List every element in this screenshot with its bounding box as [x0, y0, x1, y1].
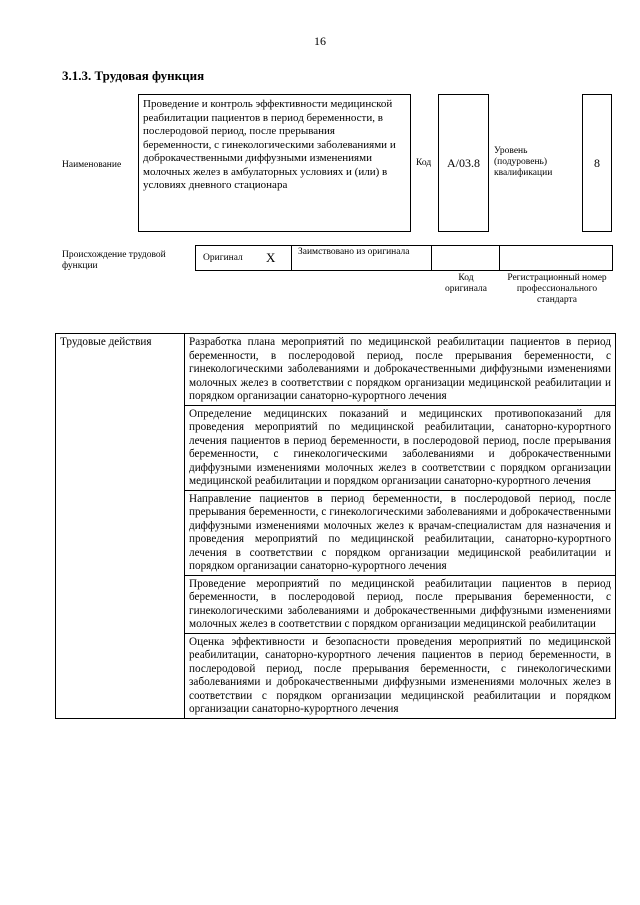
original-mark: X	[266, 250, 276, 265]
actions-label: Трудовые действия	[56, 334, 185, 719]
level-value-box: 8	[582, 94, 612, 232]
original-label: Оригинал	[203, 253, 243, 263]
table-row	[56, 334, 616, 406]
action-item: Определение медицинских показаний и медицинских противопоказаний для проведения мероприятий по медицинской реабилитации, санаторно-курортного лечения пациентов в период беременности, в послеродовой период, после прерывания беременности, с гинекологическими заболеваниями и доброкачественными диффузными изменениями молочных желез в соответствии с порядком организации медицинской реабилитации и порядком организации санаторно-курортного лечения	[185, 405, 616, 490]
code-value-box: A/03.8	[438, 94, 489, 232]
origin-label: Происхождение трудовой функции	[62, 250, 166, 271]
function-name-box: Проведение и контроль эффективности медицинской реабилитации пациентов в период беременности, в послеродовой период, после прерывания беременности, с гинекологическими заболеваниями и доброкачественными диффузными изменениями молочных желез в амбулаторных условиях и (или) в условиях дневного стационара	[138, 94, 411, 232]
code-label: Код	[416, 158, 432, 168]
name-label: Наименование	[62, 160, 122, 170]
section-title: 3.1.3. Трудовая функция	[62, 68, 205, 83]
page-number: 16	[314, 34, 326, 48]
action-item: Проведение мероприятий по медицинской реабилитации пациентов в период беременности, в послеродовой период, после прерывания беременности, с гинекологическими заболеваниями и доброкачественными диффузными изменениями молочных желез в соответствии с порядком организации медицинской реабилитации	[185, 575, 616, 633]
origin-divider-2	[431, 246, 432, 270]
action-item: Разработка плана мероприятий по медицинской реабилитации пациентов в период беременности, в послеродовой период, после прерывания беременности, с гинекологическими заболеваниями и доброкачественными диффузными изменениями молочных желез в соответствии с порядком организации медицинской реабилитации и порядком организации санаторно-курортного лечения	[185, 334, 616, 406]
origin-divider-3	[499, 246, 500, 270]
action-item: Оценка эффективности и безопасности проведения мероприятий по медицинской реабилитации, санаторно-курортного лечения пациентов в период беременности, в послеродовой период, после прерывания беременности, с гинекологическими заболеваниями и доброкачественными диффузными изменениями молочных желез в соответствии с порядком организации медицинской реабилитации и порядком организации санаторно-курортного лечения	[185, 633, 616, 718]
level-label: Уровень (подуровень) квалификации	[494, 146, 553, 178]
code-original-caption: Код оригинала	[445, 273, 487, 294]
reg-number-caption: Регистрационный номер профессионального стандарта	[507, 273, 607, 305]
borrowed-label: Заимствовано из оригинала	[298, 247, 410, 257]
labor-actions-table	[55, 333, 616, 719]
origin-divider-1	[291, 246, 292, 270]
origin-table	[195, 245, 613, 271]
action-item: Направление пациентов в период беременности, в послеродовой период, после прерывания беременности, с гинекологическими заболеваниями и доброкачественными диффузными изменениями молочных желез к врачам-специалистам для назначения и проведения мероприятий по медицинской реабилитации, санаторно-курортного лечения в соответствии с порядком организации медицинской реабилитации и порядком организации санаторно-курортного лечения	[185, 490, 616, 575]
